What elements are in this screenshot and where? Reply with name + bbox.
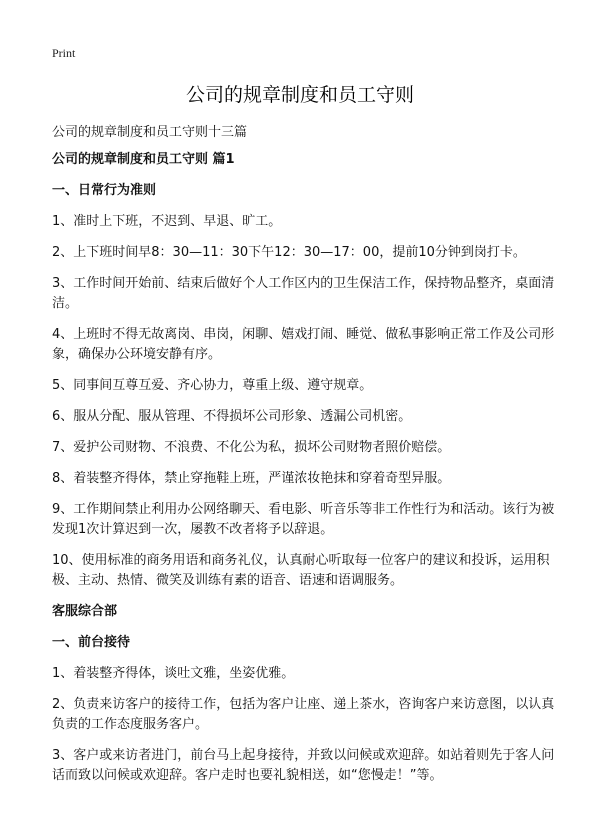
paragraph: 2、负责来访客户的接待工作，包括为客户让座、递上茶水，咨询客户来访意图，以认真负责的工作态度服务客户。 <box>52 697 555 732</box>
paragraph: 8、着装整齐得体，禁止穿拖鞋上班，严谨浓妆艳抹和穿着奇型异服。 <box>52 471 451 486</box>
section-heading: 一、日常行为准则 <box>52 183 157 198</box>
paragraph: 3、客户或来访者进门，前台马上起身接待，并致以问候或欢迎辞。如站着则先于客人问话而致以问候或欢迎辞。客户走时也要礼貌相送，如“您慢走！”等。 <box>52 748 555 783</box>
section-heading: 公司的规章制度和员工守则 篇1 <box>52 152 235 167</box>
paragraph: 9、工作期间禁止利用办公网络聊天、看电影、听音乐等非工作性行为和活动。该行为被发现1次计算迟到一次，屡教不改者将予以辞退。 <box>52 502 555 537</box>
section-heading: 客服综合部 <box>52 604 118 619</box>
paragraph: 10、使用标准的商务用语和商务礼仪，认真耐心听取每一位客户的建议和投诉，运用积极、主动、热情、微笑及训练有素的语音、语速和语调服务。 <box>52 553 550 588</box>
document-subtitle: 公司的规章制度和员工守则十三篇 <box>52 125 248 140</box>
paragraph: 2、上下班时间早8：30—11：30下午12：30—17：00，提前10分钟到岗打卡。 <box>52 245 526 260</box>
print-link[interactable]: Print <box>52 46 76 60</box>
page-title: 公司的规章制度和员工守则 <box>185 84 414 106</box>
paragraph: 6、服从分配、服从管理、不得损坏公司形象、透漏公司机密。 <box>52 409 412 424</box>
paragraph: 7、爱护公司财物、不浪费、不化公为私，损坏公司财物者照价赔偿。 <box>52 440 451 455</box>
paragraph: 5、同事间互尊互爱、齐心协力，尊重上级、遵守规章。 <box>52 378 373 393</box>
paragraph: 1、着装整齐得体，谈吐文雅，坐姿优雅。 <box>52 666 295 681</box>
paragraph: 1、准时上下班，不迟到、早退、旷工。 <box>52 214 282 229</box>
document-body <box>52 150 558 786</box>
section-heading: 一、前台接待 <box>52 635 131 650</box>
paragraph: 3、工作时间开始前、结束后做好个人工作区内的卫生保洁工作，保持物品整齐，桌面清洁。 <box>52 276 555 311</box>
paragraph: 4、上班时不得无故离岗、串岗，闲聊、嬉戏打闹、睡觉、做私事影响正常工作及公司形象，确保办公环境安静有序。 <box>52 327 555 362</box>
